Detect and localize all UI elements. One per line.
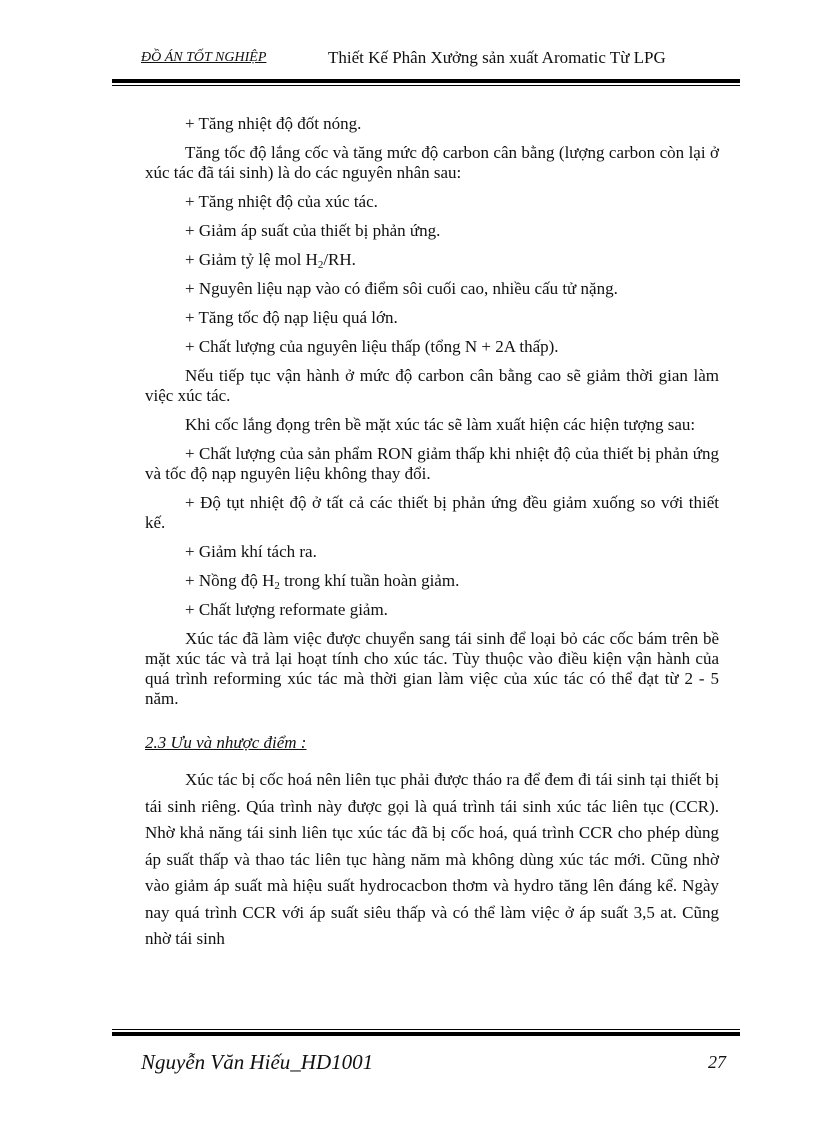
paragraph: + Nguyên liệu nạp vào có điểm sôi cuối cao, nhiều cấu tử nặng.: [185, 279, 618, 298]
paragraph: + Giảm khí tách ra.: [185, 542, 317, 561]
header-doc-type: ĐỒ ÁN TỐT NGHIỆP: [141, 50, 267, 65]
paragraph: + Tăng nhiệt độ của xúc tác.: [185, 192, 378, 211]
page-body: [145, 114, 719, 953]
paragraph: + Chất lượng của nguyên liệu thấp (tổng N + 2A thấp).: [185, 337, 559, 356]
paragraph: + Độ tụt nhiệt độ ở tất cả các thiết bị phản ứng đều giảm xuống so với thiết kế.: [145, 493, 719, 532]
paragraph: + Giảm áp suất của thiết bị phản ứng.: [185, 221, 441, 240]
page-number: 27: [708, 1052, 726, 1072]
header-rule: [112, 79, 740, 86]
paragraph: Khi cốc lắng đọng trên bề mặt xúc tác sẽ làm xuất hiện các hiện tượng sau:: [185, 415, 696, 434]
footer-author: Nguyễn Văn Hiếu_HD1001: [141, 1050, 374, 1074]
paragraph: + Tăng nhiệt độ đốt nóng.: [185, 114, 362, 133]
paragraph: Nếu tiếp tục vận hành ở mức độ carbon cân bằng cao sẽ giảm thời gian làm việc xúc tác.: [145, 366, 719, 405]
paragraph: Xúc tác đã làm việc được chuyển sang tái sinh để loại bỏ các cốc bám trên bề mặt xúc tác và trả lại hoạt tính cho xúc tác. Tùy thuộc vào điều kiện vận hành của quá trình reforming xúc tác mà thời gian làm việc của xúc tác có thể đạt từ 2 - 5 năm.: [145, 629, 719, 708]
paragraph: Xúc tác bị cốc hoá nên liên tục phải được tháo ra để đem đi tái sinh tại thiết bị tái sinh riêng. Qúa trình này được gọi là quá trình tái sinh xúc tác liên tục (CCR). Nhờ khả năng tái sinh liên tục xúc tác đã bị cốc hoá, quá trình CCR cho phép dùng áp suất thấp và thao tác liên tục hàng năm mà không dùng xúc tác mới. Cũng nhờ vào giảm áp suất mà hiệu suất hydrocacbon thơm và hydro tăng lên đáng kể. Ngày nay quá trình CCR với áp suất siêu thấp và có thể làm việc ở áp suất 3,5 at. Cũng nhờ tái sinh: [145, 770, 719, 948]
paragraph: + Nồng độ $H_2$ trong khí tuần hoàn giảm.: [185, 571, 460, 592]
page-header: [141, 48, 741, 72]
paragraph: + Tăng tốc độ nạp liệu quá lớn.: [185, 308, 398, 327]
footer-rule: [112, 1029, 740, 1036]
header-title: Thiết Kế Phân Xưởng sản xuất Aromatic Từ LPG: [328, 48, 666, 67]
paragraph: + Giảm tỷ lệ mol $H_2/RH$.: [185, 250, 356, 271]
paragraph: + Chất lượng của sản phẩm RON giảm thấp khi nhiệt độ của thiết bị phản ứng và tốc độ nạp nguyên liệu không thay đổi.: [145, 444, 719, 483]
paragraph: Tăng tốc độ lắng cốc và tăng mức độ carbon cân bằng (lượng carbon còn lại ở xúc tác đã tái sinh) là do các nguyên nhân sau:: [145, 143, 719, 182]
section-heading: 2.3 Ưu và nhược điểm :: [145, 733, 307, 752]
paragraph: + Chất lượng reformate giảm.: [185, 600, 388, 619]
